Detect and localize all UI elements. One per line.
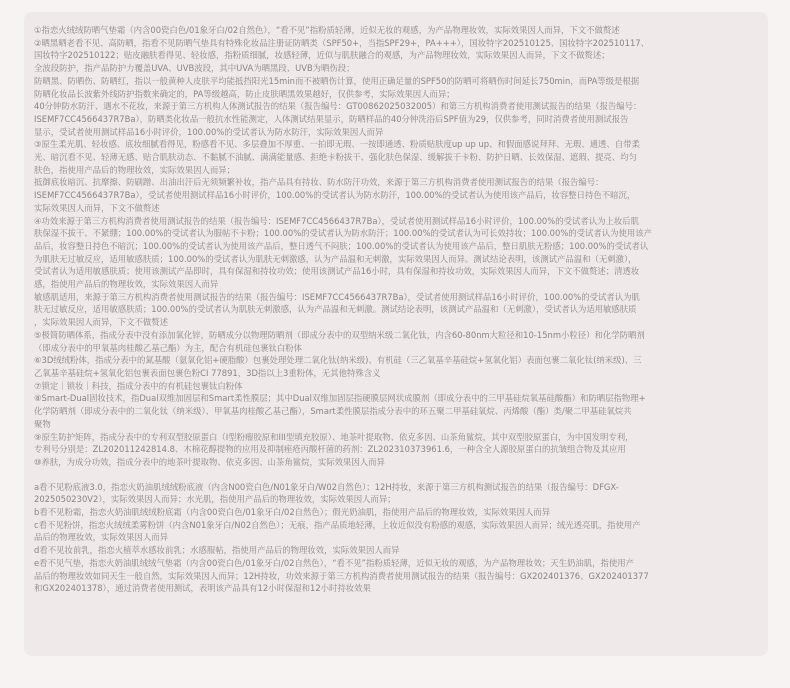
section-gap bbox=[34, 469, 758, 481]
note-line: 品后，妆容整日持色不暗沉；100.00%的受试者认为使用该产品后，整日透气不闷肤；100.00%的受试者认为使用该产品后，整日肌肤无粉感；100.00%的受试者认 bbox=[34, 240, 649, 251]
note-line: 化学防晒剂（即成分表中的二氧化钛（纳米级）、甲氧基肉桂酸乙基己酯），Smart柔性膜层指成分表中的环五聚二甲基硅氧烷、丙烯酸（酯）类/聚二甲基硅氧烷共 bbox=[34, 406, 632, 417]
note-line: ⑧Smart-Dual固妆技术，指Dual双维加固层和Smart柔性膜层；其中Dual双维加固层指硬膜层网状成膜剂（即成分表中的三甲基硅烷氧基硅酸酯）和防晒层指物理+ bbox=[34, 393, 646, 404]
note-line: 防晒黑、防晒伤、防晒红，指以一般黄种人皮肤平均能抵挡阳光15min而不被晒伤计算，使用正确足量的SPF50的防晒可将晒伤时间延长750min，而PA等级是根据 bbox=[34, 75, 640, 86]
footnote-line: e看不见气垫，指恋火奶油肌绒绒气垫霜（内含00瓷白色/01象牙白/02自然色），“看不见”指粉质轻薄，近似无妆的观感，为产品物理妆效；天生奶油肌，指使用产 bbox=[34, 557, 634, 568]
footnote-line: d看不见妆前乳，指恋火植萃水感妆前乳；水感服帖，指使用产品后的物理妆效，实际效果因人而异 bbox=[34, 545, 400, 556]
note-line: ①指恋火绒绒防晒气垫霜（内含00瓷白色/01象牙白/02自然色），“看不见”指粉质轻薄，近似无妆的观感，为产品物理妆效，实际效果因人而异，下文不做赘述 bbox=[34, 25, 620, 35]
note-line: 防晒化妆品长波紫外线防护指数来确定的，PA等级越高，防止皮肤晒黑效果越好，仅供参考，实际效果因人而异； bbox=[34, 88, 455, 99]
note-line: （即成分表中的甲氧基肉桂酸乙基己酯）为主，配合有机硅包裹钛白粉体 bbox=[34, 342, 302, 353]
note-line: ③原生柔光肌、轻妆感、底妆细腻看得见，粉感看不见、多层叠加不厚重、一拍即无瑕、一按即通透、粉质贴肤度up up up、和假面感说拜拜、无瑕、通透、自带柔 bbox=[34, 139, 640, 150]
note-line: 聚物 bbox=[34, 418, 51, 429]
note-line: ②晒黑晒老看不见、高防晒，指看不见防晒气垫具有特殊化妆品注册证防晒类（SPF50+，当指SPF29+，PA+++），国妆特字202510125、国妆特字202510117、 bbox=[34, 37, 649, 48]
note-line: 肤色，指使用产品后的物理妆效，实际效果因人而异； bbox=[34, 164, 235, 175]
footnote-line: 品后的物理妆效，实际效果因人而异 bbox=[34, 532, 168, 543]
note-line: 国妆特字202510122；贴皮融肤看得见、轻妆感，指粉质细腻，妆感轻薄，近似与肌肤融合的观感，为产品物理妆效，实际效果因人而异，下文不做赘述； bbox=[34, 50, 610, 61]
note-line: ④功效来源于第三方机构消费者使用测试报告的结果（报告编号：ISEMF7CC4566437R7Ba），受试者使用测试样品16小时评价，100.00%的受试者认为上妆后肌 bbox=[34, 215, 639, 226]
footnote-line: b看不见粉霜，指恋火奶油肌绒绒粉底霜（内含00瓷白色/01象牙白/02自然色）；假光奶油肌，指使用产品后的物理妆效，实际效果因人而异 bbox=[34, 507, 551, 518]
footnote-line: 品后的物理妆效如同天生一般自然，实际效果因人而异；12H持妆，功效来源于第三方机构消费者使用测试报告的结果（报告编号：GX202401376、GX202401377 bbox=[34, 570, 649, 581]
note-line: 显示，受试者使用测试样品16小时评价，100.00%的受试者认为防水防汗，实际效果因人而异 bbox=[34, 126, 384, 137]
note-line: 全波段防护，指产品防护力覆盖UVA、UVB波段，其中UVA为晒黑段、UVB为晒伤段； bbox=[34, 63, 355, 74]
note-line: ，实际效果因人而异，下文不做赘述 bbox=[34, 317, 168, 328]
note-line: ⑨原生防护矩阵，指成分表中的专利双型胶原蛋白（I型粉瘤胶原和III型填充胶原）、地茶叶提取物、依克多因、山茶角鲨烷，其中双型胶原蛋白，为中国发明专利， bbox=[34, 431, 634, 442]
disclaimer-panel bbox=[24, 12, 768, 656]
note-line: ⑩养肤，为成分功效，指成分表中的地茶叶提取物、依克多因、山茶角鲨烷，实际效果因人而异 bbox=[34, 456, 385, 467]
note-line: 感，指使用产品后的物理妆效，实际效果因人而异 bbox=[34, 279, 219, 290]
note-line: 专利号分别是：ZL202011242814.8、木棉花醇提物的应用及抑制痤疮丙酸杆菌的药剂：ZL202310373961.6，一种含全人源胶原蛋白的抗皱组合物及其应用 bbox=[34, 444, 626, 455]
note-line: 肤保湿不拔干、不紧绷；100.00%的受试者认为服帖不卡粉；100.00%的受试者认为防水防汗；100.00%的受试者认为可长效持妆；100.00%的受试者认为使用该产 bbox=[34, 228, 653, 239]
note-line: 40分钟防水防汗、遇水不花妆，来源于第三方机构人体测试报告的结果（报告编号：GT00862025032005）和第三方机构消费者使用测试报告的结果（报告编号： bbox=[34, 101, 642, 112]
note-line: 肤无过敏反应，适用敏感肤质；100.00%的受试者认为肌肤无刺激感，认为产品温和无刺激。测试结论表明，该测试产品温和（无刺激），受试者认为适用敏感肤质 bbox=[34, 304, 637, 315]
note-line: 抵御底妆暗沉、抗摩擦、防刷蹭、出油出汗后无须频繁补妆，指产品具有持妆、防水防汗功效，来源于第三方机构消费者使用测试报告的结果（报告编号： bbox=[34, 177, 604, 188]
note-line: 受试者认为适用敏感肤质；使用该测试产品即时，具有保湿和持妆功效；使用该测试产品16小时，具有保湿和持妆功效，实际效果因人而异，下文不做赘述；清透妆 bbox=[34, 266, 640, 277]
note-line: 光、暗沉看不见、轻薄无感、贴合肌肤动态、不黏腻不油腻、满满能量感、拒绝卡粉拔干、强化肤色保湿、缓解拔干卡粉、防护日晒、长效保湿、遮瑕、提亮、均匀 bbox=[34, 152, 637, 163]
note-line: 乙氧基辛基硅烷+氢氧化铝包裹表面包裹色粉CI 77891，3D指以上3重粉体，无其他特殊含义 bbox=[34, 367, 381, 378]
note-line: 敏感肌适用，来源于第三方机构消费者使用测试报告的结果（报告编号：ISEMF7CC4566437R7Ba），受试者使用测试样品16小时评价，100.00%的受试者认为肌 bbox=[34, 291, 640, 302]
note-line: 为肌肤无过敏反应，适用敏感肤质；100.00%的受试者认为肌肤无刺激感，认为产品温和无刺激，实际效果因人而异。测试结论表明，该测试产品温和（无刺激）， bbox=[34, 253, 637, 264]
footnote-line: a看不见粉底液3.0，指恋火奶油肌绒绒粉底液（内含N00瓷白色/N01象牙白/W02自然色）；12H持妆，来源于第三方机构测试报告的结果（报告编号：DFGX- bbox=[34, 481, 619, 492]
footnote-line: c看不见粉饼，指恋火绒绒柔雾粉饼（内含N01象牙白/N02自然色）；无痕，指产品质地轻薄，上妆近似没有粉感的观感，实际效果因人而异；绒光透亮肌，指使用产 bbox=[34, 519, 641, 530]
footnote-line: 2025050230V2），实际效果因人而异；水光肌，指使用产品后的物理妆效，实际效果因人而异； bbox=[34, 494, 396, 505]
note-line: ISEMF7CC4566437R7Ba），防晒类化妆品一般抗水性能测定，人体测试结果显示，防晒样品的40分钟洗浴后SPF值为29，仅供参考，同时消费者使用测试报告 bbox=[34, 113, 629, 124]
note-line: ⑥3D绒绒粉体，指成分表中的氮基酸（氨氧化铝+硬脂酸）包裹处理处理二氧化钛(纳米级)、有机硅（三乙氧基辛基硅烷+氢氧化铝）表面包裹二氧化钛(纳米级)、三 bbox=[34, 355, 642, 366]
note-line: 实际效果因人而异，下文不做赘述 bbox=[34, 202, 160, 213]
note-line: ⑦锁定｜锁妆｜科技，指成分表中的有机硅包裹钛白粉体 bbox=[34, 380, 243, 391]
note-line: ISEMF7CC4566437R7Ba），受试者使用测试样品16小时评价，100.00%的受试者认为防水防汗，100.00%的受试者认为使用该产品后，妆容整日持色不暗沉， bbox=[34, 190, 636, 201]
note-line: ⑤极简防晒体系，指成分表中没有添加氧化锌，防晒成分以物理防晒剂（即成分表中的双型纳米级二氧化钛，内含60-80nm大粒径和10-15nm小粒径）和化学防晒剂 bbox=[34, 329, 645, 340]
footnote-line: 和GX202401378），通过消费者使用测试，表明该产品具有12小时保湿和12小时持妆效果 bbox=[34, 583, 371, 594]
